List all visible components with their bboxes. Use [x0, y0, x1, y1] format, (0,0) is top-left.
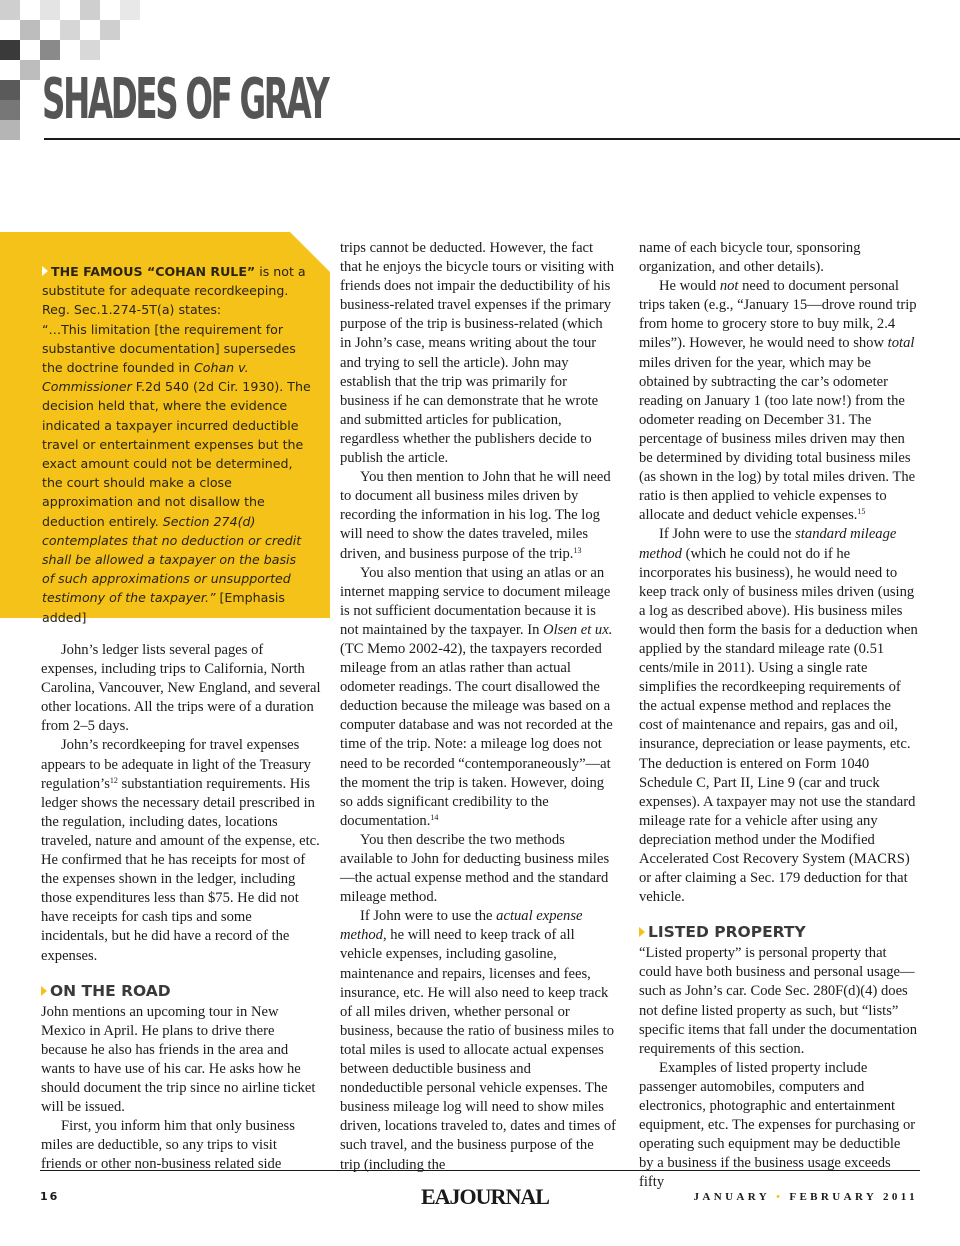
- checker-square: [120, 0, 140, 20]
- sidebar-intro: is not a substitute for adequate recordkeeping. Reg. Sec.1.274-5T(a) states:: [42, 264, 306, 318]
- column-3: [639, 239, 918, 1193]
- footnote-ref-13: 13: [573, 545, 582, 555]
- col3-paragraph-4: “Listed property” is personal property that could have both business and personal usage—such as John’s car. Code Sec. 280F(d)(4) does not define listed property as such, but “lists” specific items that fall under the documentation requirements of this section.: [639, 945, 918, 1057]
- case-name-olsen: Olsen et ux.: [543, 621, 613, 638]
- col1-paragraph-2: [41, 736, 321, 965]
- col3-paragraph-3: [639, 525, 918, 907]
- col3-paragraph-2: [639, 277, 918, 525]
- col1-paragraph-1: John’s ledger lists several pages of expenses, including trips to California, North Carolina, Vancouver, New England, and several other locations. All the trips were of a duration from 2–5 days.: [41, 642, 321, 735]
- footnote-ref-14: 14: [430, 812, 439, 822]
- column-1: [41, 641, 321, 1174]
- checker-square: [40, 40, 60, 60]
- col1-paragraph-4: First, you inform him that only business miles are deductible, so any trips to visit friends or other non-business related side: [41, 1118, 295, 1173]
- col2-paragraph-4: You then describe the two methods available to John for deducting business miles—the actual expense method and the standard mileage method.: [340, 831, 610, 906]
- checker-square: [0, 0, 20, 20]
- checker-square: [100, 20, 120, 40]
- triangle-bullet-icon: [42, 266, 48, 276]
- term-standard-mileage-method: standard mileage method: [639, 526, 897, 562]
- section-heading-listed-property: [639, 923, 918, 942]
- col3-p3-text-a: If John were to use the: [659, 526, 796, 543]
- footnote-ref-12: 12: [109, 775, 118, 785]
- checker-square: [0, 80, 20, 100]
- page-title: SHADES OF GRAY: [42, 67, 328, 132]
- footnote-ref-15: 15: [857, 507, 866, 517]
- issue-date: [693, 1191, 918, 1203]
- checker-square: [40, 0, 60, 20]
- triangle-bullet-icon: [639, 927, 645, 937]
- section-heading-on-the-road: [41, 982, 321, 1001]
- col1-paragraph-3: John mentions an upcoming tour in New Mexico in April. He plans to drive there because he also has friends in the area and wants to have use of his car. He asks how he should document the trip since no airline ticket will be issued.: [41, 1003, 316, 1116]
- col3-p2-text-a: He would: [659, 278, 720, 295]
- col2-paragraph-5: [340, 907, 617, 1174]
- checker-square: [60, 20, 80, 40]
- heading-text: ON THE ROAD: [50, 981, 171, 1000]
- col2-paragraph-1: trips cannot be deducted. However, the fact that he enjoys the bicycle tours or visiting with friends does not impair the deductibility of his business-related travel expenses if the primary purpose of the trip is business-related (which in John’s case, means writing about the tour and trying to sell the article). John may establish that the trip was primarily for business if he can demonstrate that he wrote and submitted articles for publication, regardless whether the publishers decide to publish the article.: [340, 240, 614, 467]
- col2-paragraph-3: [340, 564, 617, 831]
- issue-month-a: JANUARY: [693, 1191, 771, 1203]
- col2-paragraph-2: [340, 468, 617, 563]
- heading-text: LISTED PROPERTY: [648, 923, 806, 942]
- col2-p5-text-a: If John were to use the: [360, 908, 497, 925]
- issue-month-b: FEBRUARY 2011: [789, 1191, 918, 1203]
- page-number: 16: [40, 1190, 60, 1203]
- sidebar-quote-italic: Section 274(d) contemplates that no deduction or credit shall be allowed a taxpayer on the basis of such approximations or unsupported testimony of the taxpayer.”: [42, 513, 302, 606]
- col3-p2-text-b: need to document personal trips taken (e.g., “January 15—drove round trip from home to grocery store to buy milk, 2.4 miles”). However, he would need to show: [639, 278, 917, 352]
- checker-square: [20, 20, 40, 40]
- sidebar-quote-b: F.2d 540 (2d Cir. 1930). The decision held that, where the evidence indicated a taxpayer incurred deductible travel or entertainment expenses but the exact amount could not be determined, the court should make a close approximation and not disallow the deduction entirely.: [42, 379, 311, 529]
- checker-square: [0, 40, 20, 60]
- col3-paragraph-1: name of each bicycle tour, sponsoring organization, and other details).: [639, 240, 861, 276]
- checker-square: [80, 0, 100, 20]
- col2-p5-text-b: , he will need to keep track of all vehicle expenses, including gasoline, maintenance and repairs, licenses and fees, insurance, etc. He will also need to keep track of all miles driven, whether personal or business, because the ratio of business miles to total miles is used to allocate actual expenses between deductible business and nondeductible personal vehicle expenses. The business mileage log will need to show miles driven, locations traveled to, dates and times of such travel, and the business purpose of the trip (including the: [340, 927, 616, 1173]
- col2-p3-text-a: You also mention that using an atlas or an internet mapping service to document mileage is not sufficient documentation because it is not maintained by the taxpayer. In: [340, 564, 611, 638]
- sidebar-case-name: Cohan v. Commissioner: [42, 360, 249, 395]
- col3-p2-text-c: miles driven for the year, which may be obtained by subtracting the car’s odometer reading on January 1 (too late now!) from the odometer reading on December 31. The percentage of business miles driven may then be determined by dividing total business miles (as shown in the log) by total miles driven. The ratio is then applied to vehicle expenses to allocate and deduct vehicle expenses.: [639, 354, 916, 524]
- sidebar-text: [42, 262, 312, 627]
- emphasis-total: total: [887, 335, 915, 352]
- checker-square: [20, 60, 40, 80]
- sidebar-quote-a: “…This limitation [the requirement for substantive documentation] supersedes the doctrine founded in: [42, 321, 296, 376]
- emphasis-not: not: [719, 278, 739, 295]
- col1-p2-text-a: John’s recordkeeping for travel expenses appears to be adequate in light of the Treasury regulation’s: [41, 737, 311, 792]
- separator-dot: •: [776, 1191, 784, 1203]
- column-2: [340, 239, 617, 1175]
- col1-p2-text-b: substantiation requirements. His ledger shows the necessary detail prescribed in the regulation, including dates, locations traveled, nature and amount of the expense, etc. He confirmed that he has receipts for most of the expenses shown in the ledger, including those expenditures less than $75. He did not have receipts for cash tips and some incidentals, but he did have a record of the expenses.: [41, 775, 320, 964]
- col2-p2-text: You then mention to John that he will need to document all business miles driven by recording the information in his log. The log will need to show the dates traveled, miles driven, and business purpose of the trip.: [340, 469, 611, 562]
- term-actual-expense-method: actual expense method: [340, 908, 583, 944]
- journal-logo: EAJOURNAL: [421, 1184, 549, 1209]
- col3-paragraph-5: Examples of listed property include passenger automobiles, computers and electronics, photographic and entertainment equipment, etc. The expenses for purchasing or operating such equipment may be deductible by a business if the business usage exceeds fifty: [639, 1059, 916, 1191]
- checker-square: [0, 120, 20, 140]
- checker-square: [80, 40, 100, 60]
- col2-p3-text-b: (TC Memo 2002-42), the taxpayers recorded mileage from an atlas rather than actual odometer readings. The court disallowed the deduction because the mileage was based on a computer database and was not recorded at the time of the trip. Note: a mileage log does not need to be recorded “contemporaneously”—at the moment the trip is taken. However, doing so adds significant credibility to the documentation.: [340, 640, 613, 829]
- checker-square: [0, 100, 20, 120]
- triangle-bullet-icon: [41, 986, 47, 996]
- sidebar-emphasis: [Emphasis added]: [42, 590, 285, 625]
- sidebar-lead: THE FAMOUS “COHAN RULE”: [51, 264, 256, 279]
- col3-p3-text-b: (which he could not do if he incorporates his business), he would need to keep track only of business miles driven (using a log as described above). His business miles would then form the basis for a deduction when applied by the standard mileage rate (0.51 cents/mile in 2011). Using a single rate simplifies the recordkeeping requirements of the actual expense method and replaces the cost of maintenance and repairs, gas and oil, insurance, depreciation or lease payments, etc. The deduction is entered on Form 1040 Schedule C, Part II, Line 9 (car and truck expenses). A taxpayer may not use the standard mileage rate for a vehicle after using any depreciation method under the Modified Accelerated Cost Recovery System (MACRS) or after claiming a Sec. 179 deduction for that vehicle.: [639, 545, 918, 906]
- footer-rule: [40, 1170, 920, 1171]
